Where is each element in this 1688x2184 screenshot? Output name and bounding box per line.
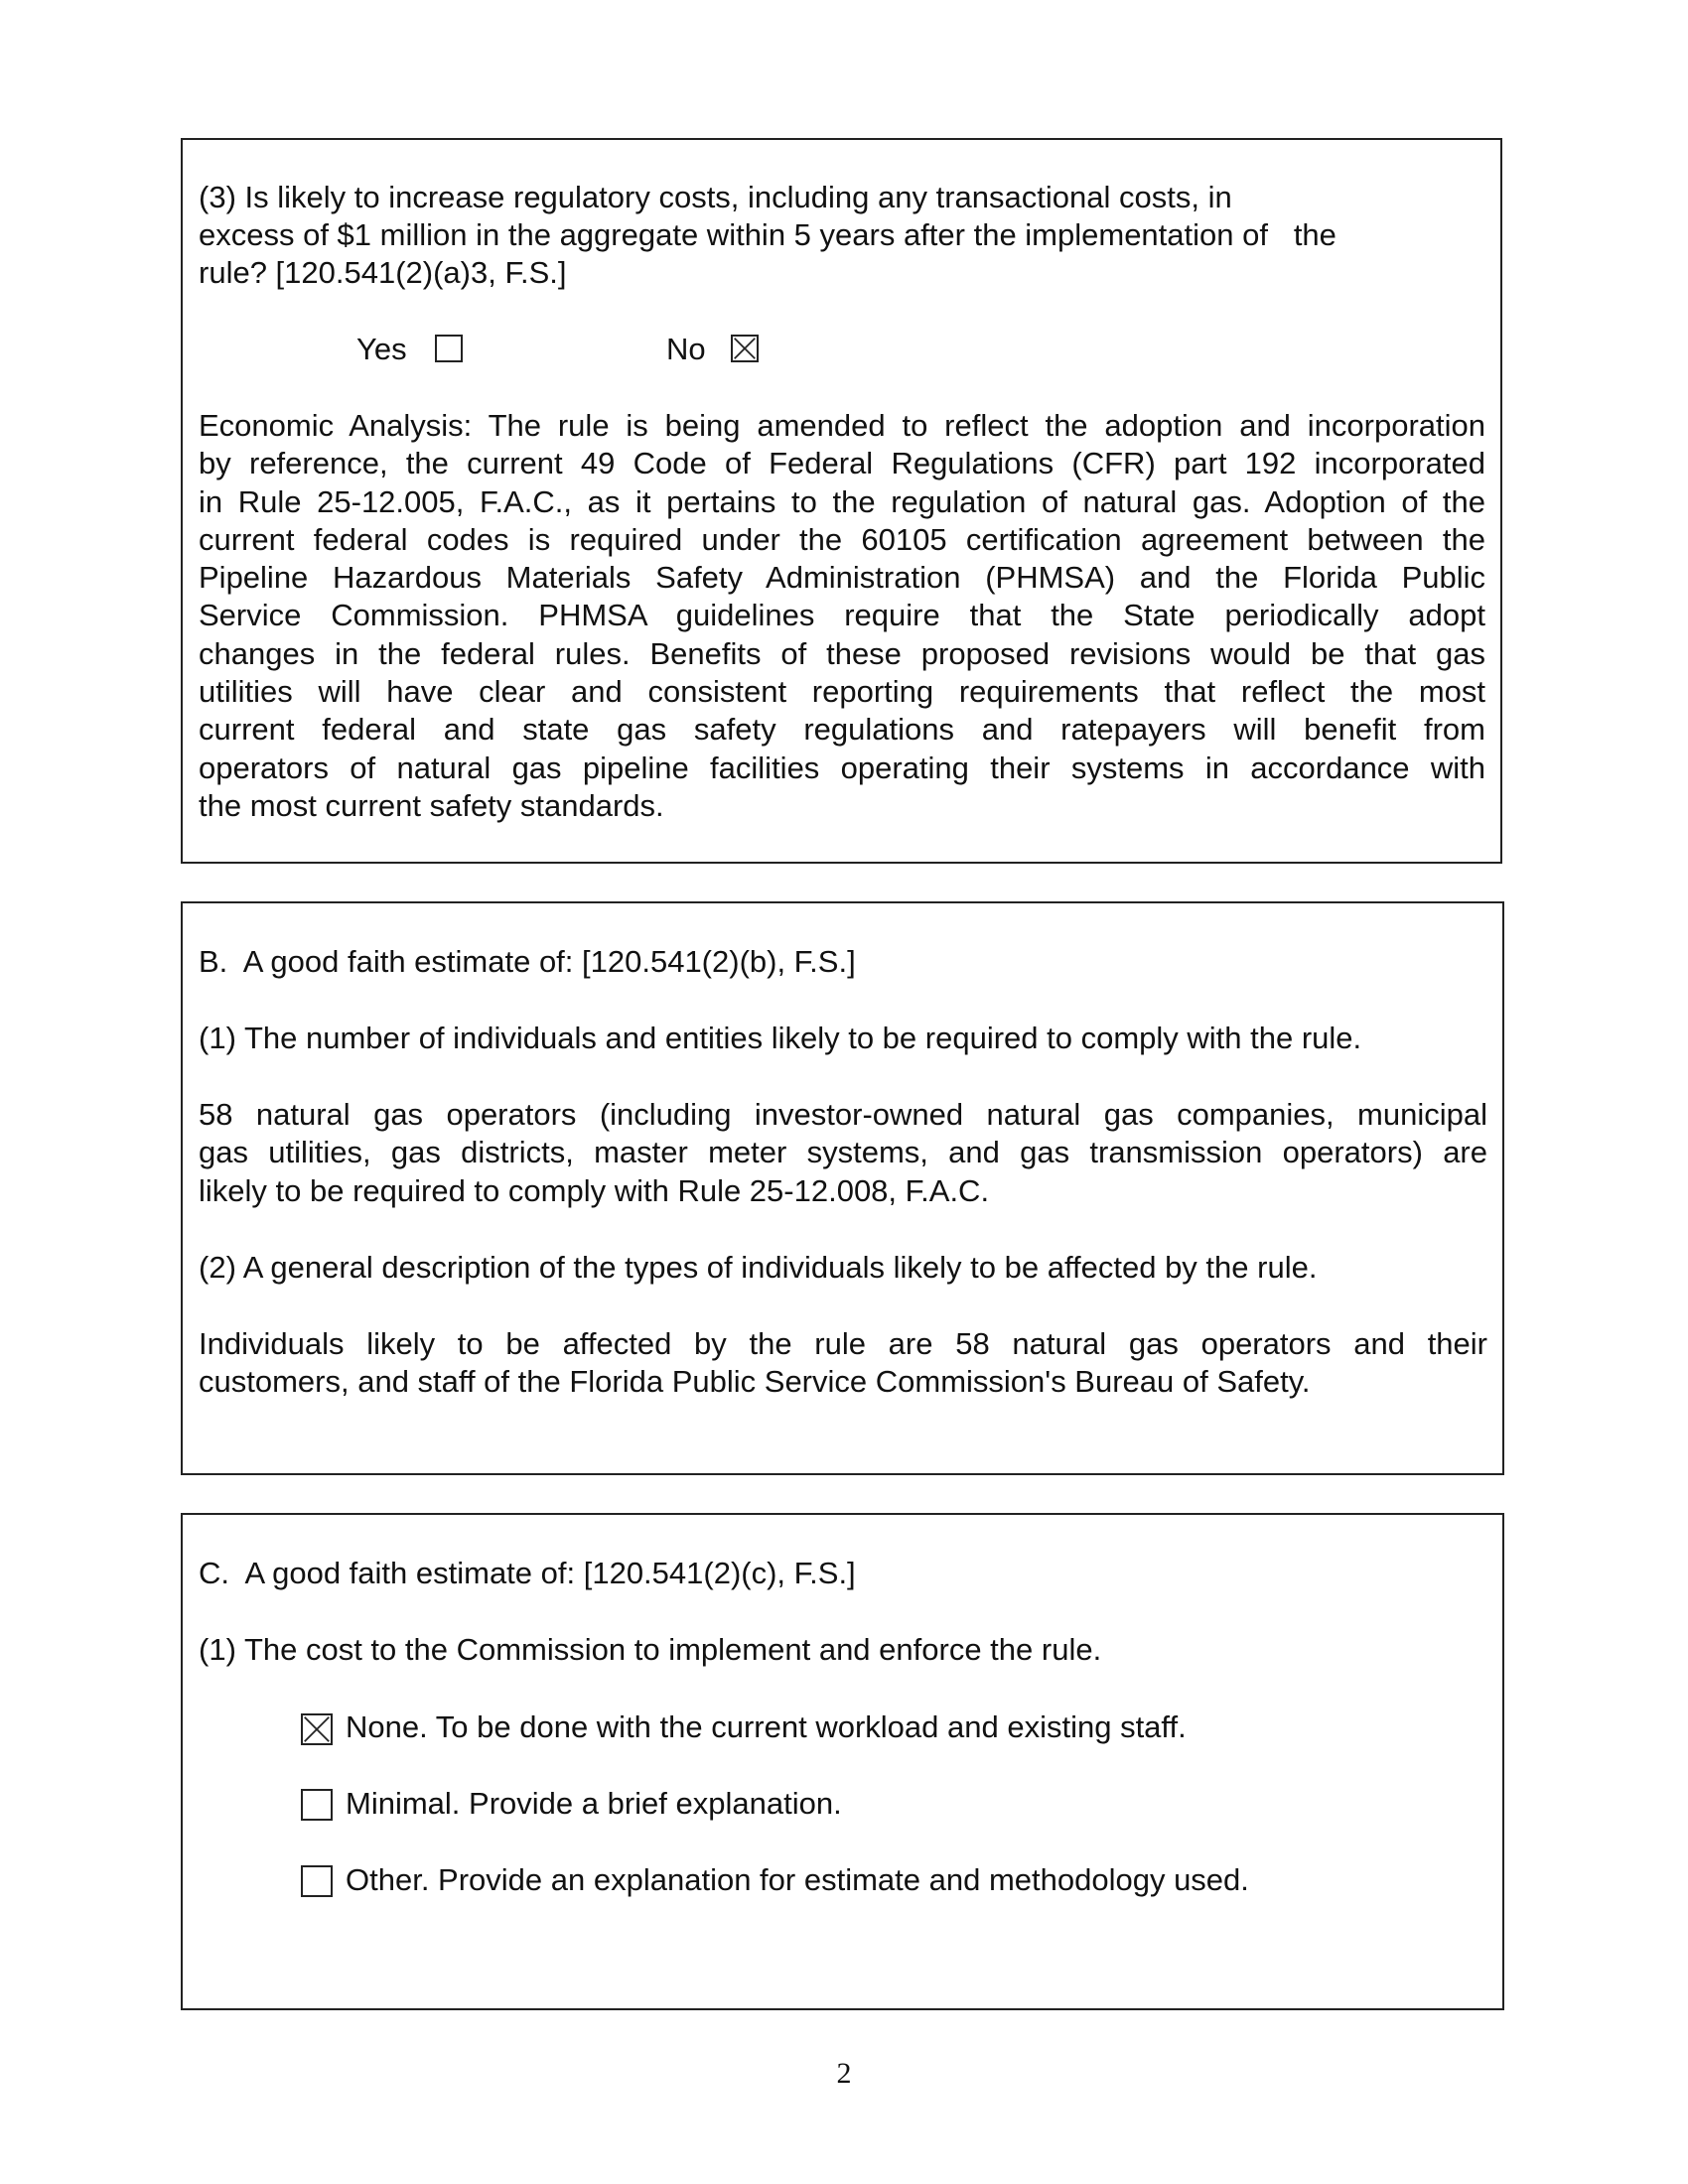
x-mark-icon [733, 337, 757, 360]
section-b-answer-1-line: likely to be required to comply with Rule 25-12.008, F.A.C. [199, 1172, 990, 1208]
section-b-answer-2 [199, 1325, 1487, 1402]
option-none-checkbox[interactable] [301, 1713, 333, 1745]
section-b-question-2: (2) A general description of the types of individuals likely to be affected by the rule. [199, 1250, 1318, 1285]
no-checkbox[interactable] [731, 335, 759, 362]
section-b-answer-1-line: gas utilities, gas districts, master meter systems, and gas transmission operators) are [199, 1135, 1487, 1170]
x-mark-icon [303, 1715, 331, 1743]
economic-analysis-line: Pipeline Hazardous Materials Safety Administration (PHMSA) and the Florida Public [199, 560, 1485, 596]
option-other-checkbox[interactable] [301, 1865, 333, 1897]
no-label: No [666, 332, 706, 366]
economic-analysis-paragraph [199, 407, 1485, 825]
option-minimal-checkbox[interactable] [301, 1789, 333, 1821]
economic-analysis-line: the most current safety standards. [199, 787, 664, 823]
economic-analysis-line: Service Commission. PHMSA guidelines require that the State periodically adopt [199, 598, 1485, 633]
section-c-question-1: (1) The cost to the Commission to implement and enforce the rule. [199, 1632, 1102, 1667]
section-b-question-1: (1) The number of individuals and entities likely to be required to comply with the rule. [199, 1021, 1362, 1055]
economic-analysis-line: changes in the federal rules. Benefits of these proposed revisions would be that gas [199, 635, 1485, 671]
economic-analysis-line: current federal and state gas safety regulations and ratepayers will benefit from [199, 712, 1485, 748]
section-b-answer-2-line: Individuals likely to be affected by the rule are 58 natural gas operators and their [199, 1326, 1487, 1361]
yes-label: Yes [356, 332, 407, 366]
section-b-answer-1-line: 58 natural gas operators (including investor-owned natural gas companies, municipal [199, 1097, 1487, 1132]
section-a3-question-line-2: excess of $1 million in the aggregate within 5 years after the implementation of the [199, 217, 1336, 252]
section-c-heading: C. A good faith estimate of: [120.541(2)(c), F.S.] [199, 1556, 856, 1590]
economic-analysis-line: Economic Analysis: The rule is being amended to reflect the adoption and incorporation [199, 408, 1485, 443]
economic-analysis-line: in Rule 25-12.005, F.A.C., as it pertains to the regulation of natural gas. Adoption of the [199, 483, 1485, 519]
yes-checkbox[interactable] [435, 335, 463, 362]
section-b-answer-2-line: customers, and staff of the Florida Public Service Commission's Bureau of Safety. [199, 1364, 1311, 1400]
economic-analysis-line: current federal codes is required under the 60105 certification agreement between the [199, 521, 1485, 557]
option-none-label: None. To be done with the current workload and existing staff. [346, 1709, 1187, 1744]
section-b-answer-1 [199, 1096, 1487, 1210]
economic-analysis-line: utilities will have clear and consistent reporting requirements that reflect the most [199, 674, 1485, 710]
page-number: 2 [836, 2057, 852, 2090]
section-b-heading: B. A good faith estimate of: [120.541(2)(b), F.S.] [199, 944, 856, 979]
section-a3-question-line-3: rule? [120.541(2)(a)3, F.S.] [199, 255, 567, 290]
option-other-label: Other. Provide an explanation for estimate and methodology used. [346, 1862, 1249, 1897]
economic-analysis-line: operators of natural gas pipeline facilities operating their systems in accordance with [199, 750, 1485, 785]
section-a3-question-line-1: (3) Is likely to increase regulatory costs, including any transactional costs, in [199, 180, 1232, 214]
economic-analysis-line: by reference, the current 49 Code of Federal Regulations (CFR) part 192 incorporated [199, 446, 1485, 481]
option-minimal-label: Minimal. Provide a brief explanation. [346, 1786, 842, 1821]
